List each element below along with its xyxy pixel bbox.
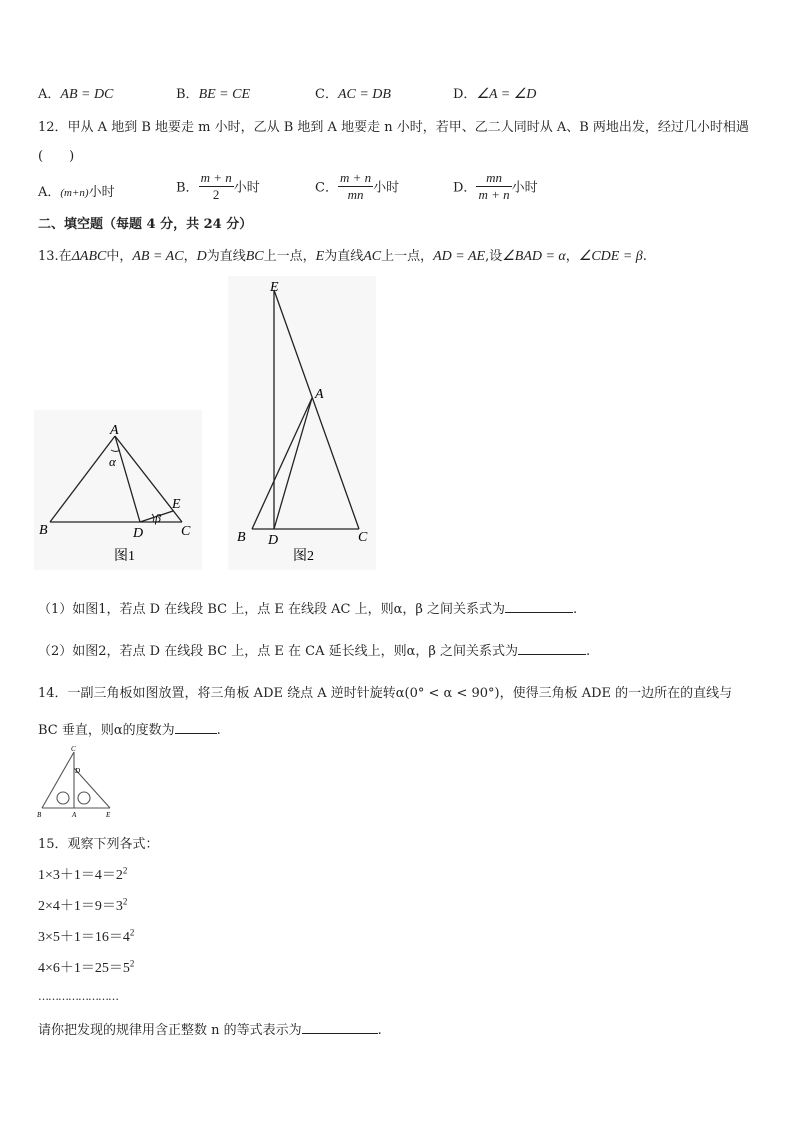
q15-blank	[302, 1021, 378, 1034]
q12-paren: ( )	[38, 149, 75, 164]
q12-option-d: D． $\frac{mn}{m + n}$ 小时	[453, 170, 538, 202]
q13-part1: （1）如图1，若点 D 在线段 BC 上，点 E 在线段 AC 上，则α，β 之间关系式为 .	[38, 602, 578, 617]
q13-part2: （2）如图2，若点 D 在线段 BC 上，点 E 在 CA 延长线上，则α，β 之间关系式为 .	[38, 644, 591, 659]
fig1-caption: 图1	[114, 549, 135, 564]
q13-part1-blank	[505, 600, 573, 613]
q14-blank	[175, 721, 217, 734]
q11-option-c: C．AC = DB	[315, 87, 391, 102]
q12-option-b: B． $\frac{m + n}{2}$ 小时	[176, 170, 260, 202]
fig2-label-c: C	[358, 530, 368, 545]
q14-label-c: C	[71, 745, 76, 753]
section-title: 二、填空题（每题 4 分，共 24 分）	[38, 217, 253, 232]
q15-eq3: $3\times 5+1=16=4^2$	[38, 927, 135, 945]
fig2-label-b: B	[237, 530, 246, 545]
q12-stem: 12．甲从 A 地到 B 地要走 m 小时，乙从 B 地到 A 地要走 n 小时，若甲、乙二人同时从 A、B 两地出发，经过几小时相遇	[38, 120, 749, 135]
q15-ask: 请你把发现的规律用含正整数 n 的等式表示为 .	[38, 1023, 382, 1038]
q14-label-e: E	[106, 811, 111, 819]
fig1-label-c: C	[181, 524, 191, 539]
q14-label-a: A	[72, 811, 77, 819]
q11-option-a: A．AB = DC	[38, 87, 114, 102]
q14-line2: BC 垂直，则α的度数为 .	[38, 723, 221, 738]
fig2-caption: 图2	[293, 549, 314, 564]
q15-dots: ……………………	[38, 990, 118, 1003]
figure-2-bg	[228, 276, 376, 570]
fig2-label-a: A	[315, 387, 324, 402]
q15-eq1: $1\times 3+1=4=2^2$	[38, 865, 128, 883]
q13-figure-2	[228, 276, 376, 570]
q13-figure-1	[34, 410, 202, 570]
q14-figure	[34, 744, 116, 822]
q15-eq4: $4\times 6+1=25=5^2$	[38, 958, 135, 976]
fig2-label-e: E	[270, 280, 279, 295]
fig2-label-d: D	[268, 533, 279, 548]
fig1-label-beta: β	[155, 511, 161, 525]
triangle-hole-right	[78, 792, 90, 804]
q13-stem: 13.在ΔABC中，AB = AC，D为直线BC上一点，E为直线AC上一点，AD = AE,设∠BAD = α，∠CDE = β.	[38, 249, 647, 264]
q12-b-fraction: $\frac{m + n}{2}$	[200, 170, 232, 202]
fig1-label-b: B	[39, 523, 48, 538]
q14-label-b: B	[37, 811, 42, 819]
q15-stem: 15．观察下列各式：	[38, 837, 159, 852]
q13-part2-blank	[518, 642, 586, 655]
q12-c-fraction: $\frac{m + n}{mn}$	[339, 170, 372, 202]
q11-option-b: B．BE = CE	[176, 87, 251, 102]
q12-d-fraction: $\frac{mn}{m + n}$	[478, 170, 510, 202]
q11-option-d: D．∠A = ∠D	[453, 87, 537, 102]
q14-label-d: D	[75, 767, 81, 775]
fig1-label-e: E	[172, 497, 181, 512]
q14-line1: 14．一副三角板如图放置，将三角板 ADE 绕点 A 逆时针旋转α(0° < α < 90°)，使得三角板 ADE 的一边所在的直线与	[38, 686, 733, 701]
q12-option-a: A．(m+n)小时	[38, 185, 115, 200]
q15-eq2: $2\times 4+1=9=3^2$	[38, 896, 128, 914]
triangle-hole-left	[57, 792, 69, 804]
fig1-label-d: D	[133, 526, 144, 541]
q12-option-c: C． $\frac{m + n}{mn}$ 小时	[315, 170, 400, 202]
fig1-label-a: A	[110, 423, 119, 438]
fig1-label-alpha: α	[109, 454, 116, 469]
